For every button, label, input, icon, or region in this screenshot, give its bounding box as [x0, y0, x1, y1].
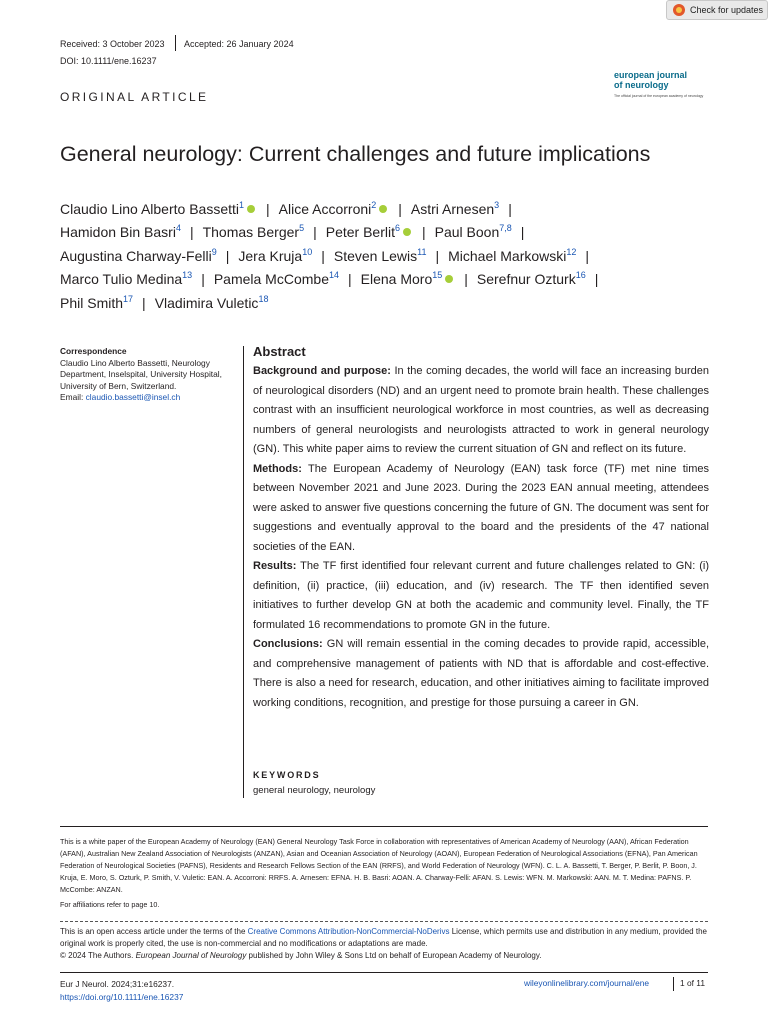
abstract-block: [253, 344, 709, 713]
author-separator: |: [520, 224, 525, 241]
author-separator: |: [508, 201, 512, 217]
author-affiliation-number[interactable]: 17: [123, 293, 134, 304]
author-separator: |: [142, 294, 146, 311]
keywords-text: general neurology, neurology: [253, 785, 376, 796]
author-separator: |: [398, 201, 402, 217]
author-name[interactable]: Phil Smith: [60, 294, 124, 311]
abstract-heading: Abstract: [253, 344, 306, 359]
check-for-updates-button[interactable]: [666, 0, 768, 20]
author-affiliation-number[interactable]: 15: [432, 270, 443, 281]
abstract-section-label: Results:: [253, 560, 297, 572]
author-line: [60, 221, 720, 244]
author-separator: |: [422, 224, 426, 241]
abstract-section: [253, 362, 709, 460]
author-name[interactable]: Serefnur Ozturk: [476, 271, 576, 288]
author-name[interactable]: Elena Moro: [360, 271, 433, 288]
author-separator: |: [435, 247, 440, 264]
author-separator: |: [348, 271, 352, 288]
citation-block: [60, 978, 183, 1003]
author-line: [60, 292, 720, 315]
author-name[interactable]: Marco Tulio Medina: [60, 271, 183, 288]
journal-logo-line1: european journal: [614, 70, 688, 80]
author-list: [60, 198, 720, 315]
license-pre: This is an open access article under the terms of the: [60, 927, 248, 936]
footnote-divider: [60, 826, 708, 827]
author-affiliation-number[interactable]: 5: [299, 223, 305, 234]
author-name[interactable]: Astri Arnesen: [410, 201, 495, 217]
copyright-journal: European Journal of Neurology: [135, 951, 247, 960]
author-separator: |: [201, 271, 205, 288]
author-name[interactable]: Vladimira Vuletic: [154, 294, 259, 311]
footer-divider: [60, 972, 708, 973]
abstract-section-text: The European Academy of Neurology (EAN) task force (TF) met nine times between November 2021 and June 2023. During the 2023 EAN annual meeting, attendees were asked to answer five questions concerning the future of GN. The document was sent for suggestions and eventually approval to the board and the presidents of the 47 national societies of the EAN.: [253, 462, 710, 553]
author-affiliation-number[interactable]: 13: [182, 270, 193, 281]
orcid-icon[interactable]: [445, 275, 453, 283]
license-divider: [60, 921, 708, 922]
doi-header: DOI: 10.1111/ene.16237: [60, 56, 157, 66]
crossmark-icon: [673, 4, 685, 16]
author-separator: |: [585, 247, 590, 264]
abstract-section: [253, 460, 709, 558]
author-affiliation-number[interactable]: 10: [302, 246, 313, 257]
abstract-section-text: The TF first identified four relevant current and future challenges related to GN: (i) definition, (ii) practice, (iii) education, and (iv) research. The TF then identified seven initiatives to further develop GN at both the academic and community level. Finally, the TF formulated 16 recommendations to promote GN in the future.: [253, 560, 710, 631]
header-divider: [175, 35, 176, 51]
article-type: ORIGINAL ARTICLE: [60, 90, 209, 104]
license-block: [60, 926, 708, 962]
orcid-icon[interactable]: [247, 205, 255, 213]
abstract-section-text: In the coming decades, the world will face an increasing burden of neurological disorders (ND) and an urgent need to promote brain health. These challenges contrast with an insufficient neurological workforce in most countries, as well as decreasing numbers of general neurologists and neurologists attracted to work in general neurology (GN). This white paper aims to review the current situation of GN and reflect on its future.: [253, 365, 709, 455]
author-affiliation-number[interactable]: 2: [371, 200, 377, 210]
abstract-divider: [243, 346, 244, 798]
citation-text: Eur J Neurol. 2024;31:e16237.: [60, 979, 175, 989]
correspondence-heading: Correspondence: [60, 346, 127, 356]
author-name[interactable]: Augustina Charway-Felli: [60, 247, 212, 264]
license-post: License, which permits use and distribution in any medium, provided the original work is properly cited, the use is non-commercial and no modifications or adaptations are made.: [60, 927, 707, 948]
journal-logo[interactable]: [614, 70, 703, 101]
correspondence-block: [60, 346, 235, 404]
abstract-section: [253, 557, 709, 635]
author-affiliation-number[interactable]: 18: [258, 293, 269, 304]
author-line: [60, 245, 720, 268]
journal-logo-line2: of neurology: [614, 80, 669, 90]
author-affiliation-number[interactable]: 6: [394, 223, 400, 234]
author-affiliation-number[interactable]: 3: [494, 200, 500, 210]
correspondence-text: Claudio Lino Alberto Bassetti, Neurology Department, Inselspital, University Hospital, University of Bern, Switzerland.: [60, 357, 222, 391]
article-title: General neurology: Current challenges and future implications: [60, 142, 651, 166]
affiliations-note: For affiliations refer to page 10.: [60, 900, 160, 909]
accepted-date: Accepted: 26 January 2024: [184, 39, 294, 49]
abstract-section-label: Conclusions:: [253, 638, 323, 650]
author-affiliation-number[interactable]: 9: [211, 246, 217, 257]
journal-site-link[interactable]: wileyonlinelibrary.com/journal/ene: [524, 978, 650, 988]
abstract-section-text: GN will remain essential in the coming decades to provide rapid, accessible, and comprehensive management of patients with ND that is affordable and cost-effective. There is also a need for research, education, and other initiatives aiming to facilitate improved working conditions, recognition, and prestige for those pursuing a career in GN.: [253, 638, 709, 709]
author-separator: |: [313, 224, 317, 241]
author-line: [60, 198, 720, 221]
author-name[interactable]: Paul Boon: [434, 224, 500, 241]
author-affiliation-number[interactable]: 1: [239, 200, 245, 210]
abstract-section-label: Methods:: [253, 462, 302, 475]
author-name[interactable]: Alice Accorroni: [278, 201, 372, 217]
abstract-section: [253, 635, 709, 713]
received-date: Received: 3 October 2023: [60, 39, 165, 49]
orcid-icon[interactable]: [379, 205, 387, 213]
author-affiliation-number[interactable]: 4: [175, 223, 181, 234]
author-separator: |: [189, 224, 194, 241]
author-affiliation-number[interactable]: 7,8: [499, 223, 512, 234]
author-name[interactable]: Jera Kruja: [238, 247, 303, 264]
author-affiliation-number[interactable]: 16: [575, 270, 586, 281]
check-for-updates-label: Check for updates: [690, 5, 764, 15]
email-label: Email:: [60, 392, 84, 402]
author-separator: |: [266, 201, 270, 217]
page-number: 1 of 11: [680, 978, 705, 988]
author-separator: |: [225, 247, 230, 264]
author-name[interactable]: Steven Lewis: [333, 247, 418, 264]
author-affiliation-number[interactable]: 12: [566, 246, 577, 257]
orcid-icon[interactable]: [403, 228, 411, 236]
author-affiliation-number[interactable]: 11: [417, 246, 427, 257]
author-line: [60, 268, 720, 291]
author-separator: |: [464, 271, 468, 288]
footnote-text: This is a white paper of the European Academy of Neurology (EAN) General Neurology Task Force in collaboration with representatives of American Academy of Neurology (AAN), African Federation (AFAN), Australian New Zealand Association of Neurologists (ANZAN), Asian and Oceanian Association of Neurology (AOAN), European Federation of Neurological Associations (EFNA), Pan American Federation of Neurological Societies (PAFNS), Residents and Research Fellows Section of the EAN (RRFS), and World Federation of Neurology (WFN). C. L. A. Bassetti, T. Berger, P. Berlit, P. Boon, J. Kruja, E. Moro, S. Ozturk, P. Smith, V. Vuletic: EAN. A. Accorroni: RRFS. A. Arnesen: EFNA. H. B. Basri: AOAN. A. Charway-Felli: AFAN. S. Lewis: WFN. M. Markowski: AAN. M. T. Medina: PAFNS. P. McCombe: ANZAN.: [60, 837, 698, 894]
copyright-pre: © 2024 The Authors.: [60, 951, 136, 960]
author-name[interactable]: Claudio Lino Alberto Bassetti: [60, 201, 239, 217]
author-name[interactable]: Hamidon Bin Basri: [60, 224, 176, 241]
journal-logo-tagline: The official journal of the european academy of neurology: [614, 94, 704, 98]
author-name[interactable]: Pamela McCombe: [213, 271, 329, 288]
keywords-heading: KEYWORDS: [253, 770, 321, 780]
author-separator: |: [594, 271, 599, 288]
author-name[interactable]: Peter Berlit: [325, 224, 395, 241]
abstract-section-label: Background and purpose:: [253, 365, 391, 377]
copyright-post: published by John Wiley & Sons Ltd on behalf of European Academy of Neurology.: [246, 951, 542, 960]
author-name[interactable]: Thomas Berger: [202, 224, 300, 241]
author-affiliation-number[interactable]: 14: [328, 270, 339, 281]
license-link[interactable]: Creative Commons Attribution-NonCommercial-NoDerivs: [247, 927, 450, 936]
email-link[interactable]: claudio.bassetti@insel.ch: [85, 392, 181, 402]
doi-link[interactable]: https://doi.org/10.1111/ene.16237: [60, 991, 184, 1002]
author-separator: |: [321, 247, 325, 264]
author-name[interactable]: Michael Markowski: [448, 247, 567, 264]
page-number-divider: [673, 977, 674, 991]
